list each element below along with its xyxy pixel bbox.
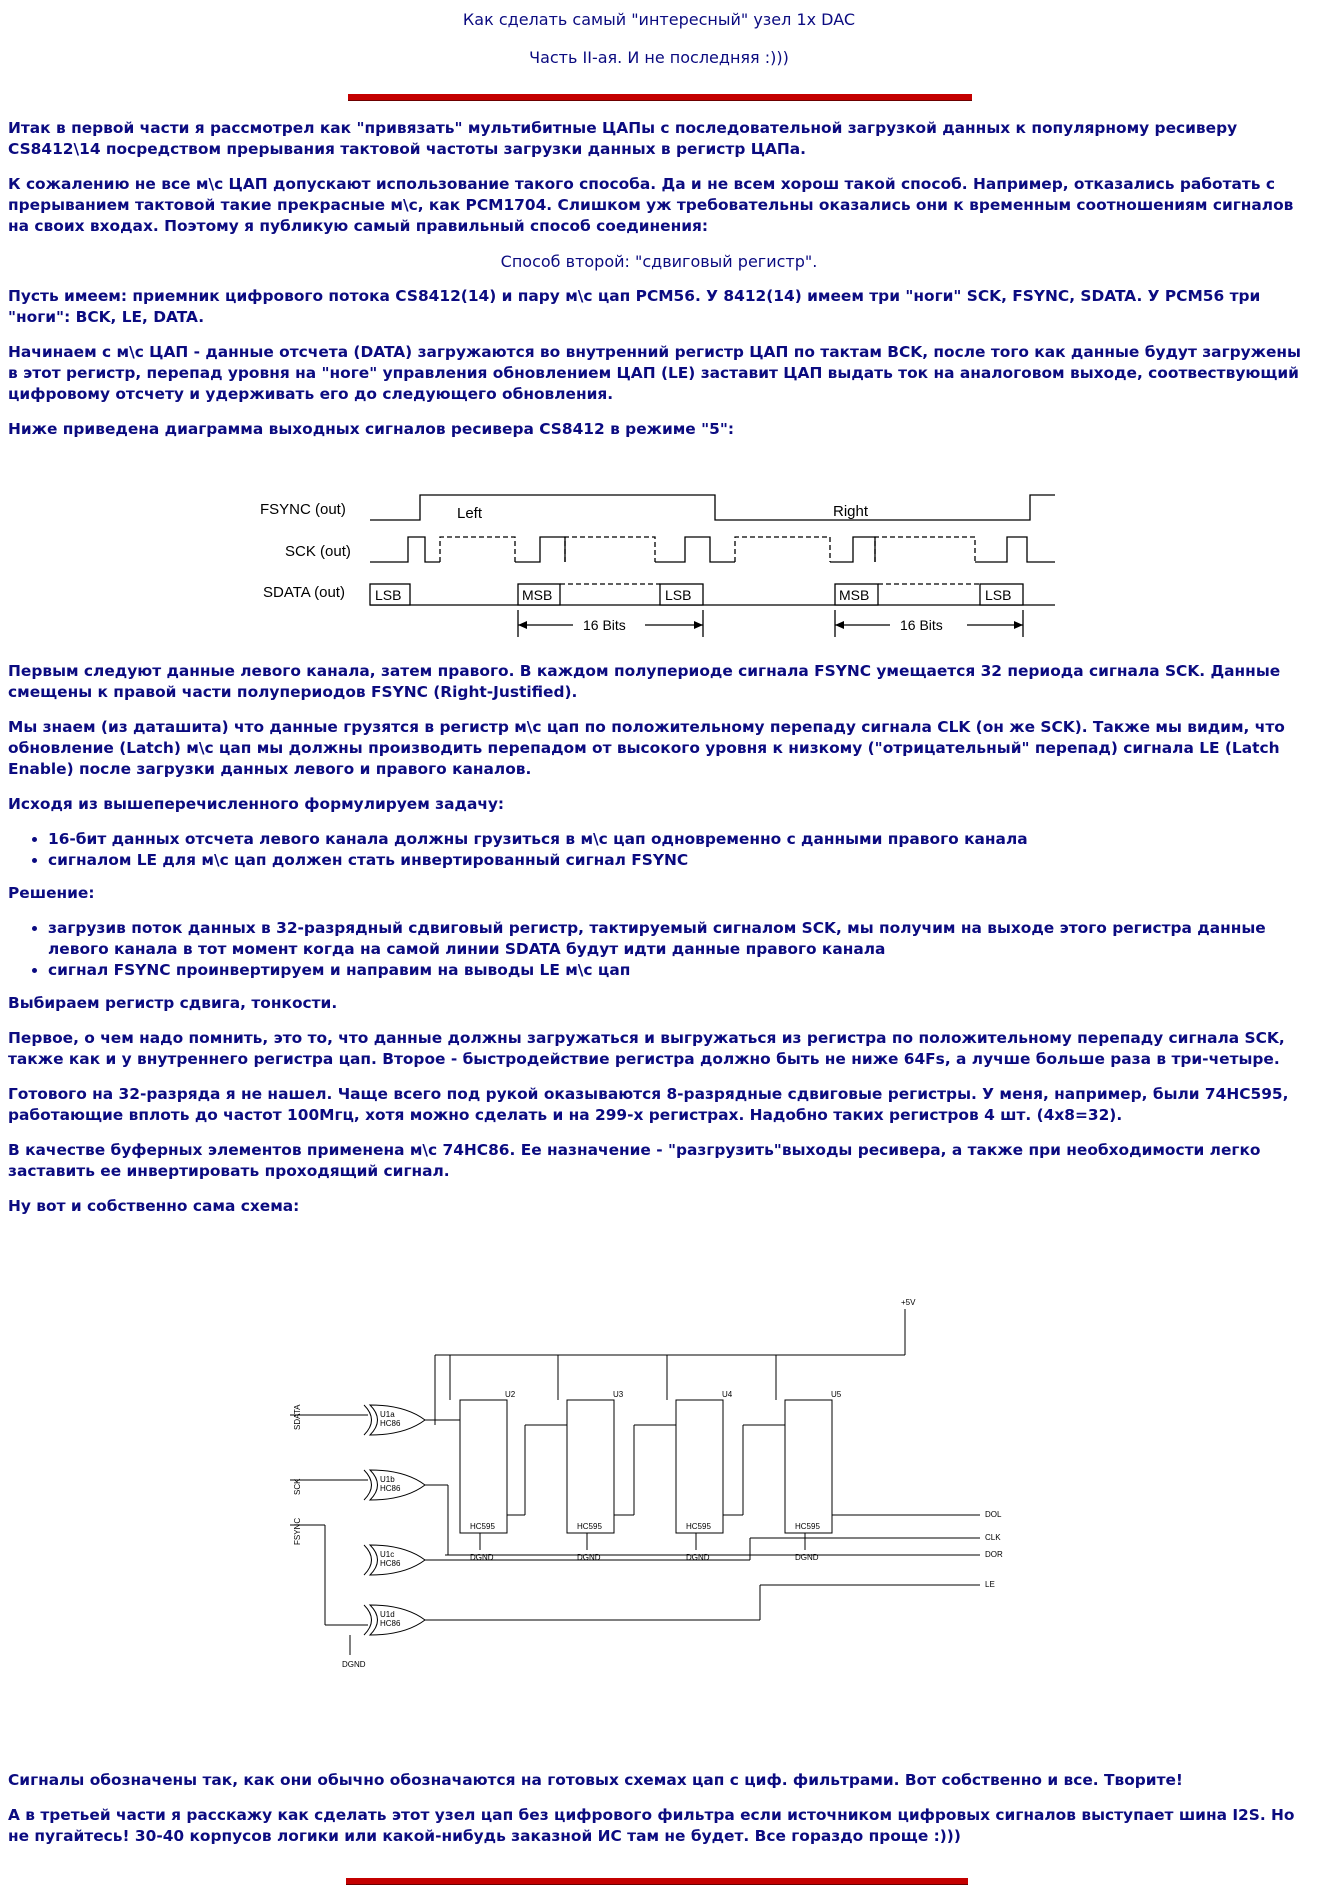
vcc-label: +5V bbox=[901, 1298, 916, 1307]
page-title: Как сделать самый "интересный" узел 1x DAC bbox=[462, 10, 856, 29]
input-label: FSYNC bbox=[293, 1517, 302, 1545]
gate-label: U1b bbox=[380, 1475, 395, 1484]
dgnd-label: DGND bbox=[795, 1553, 819, 1562]
paragraph-solution-heading: Решение: bbox=[8, 884, 95, 902]
left-label: Left bbox=[457, 505, 483, 522]
lsb-label: LSB bbox=[375, 587, 402, 603]
right-label: Right bbox=[833, 503, 869, 520]
msb-label: MSB bbox=[839, 587, 870, 603]
output-label: DOL bbox=[985, 1510, 1002, 1519]
paragraph-channels: Первым следуют данные левого канала, затем правого. В каждом полупериоде сигнала FSYNC умещается 32 периода сигнала SCK. Данные смещены к правой части полупериодов FSYNC (Right-Justified). bbox=[8, 662, 1281, 701]
paragraph-signals: Сигналы обозначены так, как они обычно обозначаются на готовых схемах цап с циф. фильтрами. Вот собственно и все. Творите! bbox=[8, 1771, 1183, 1789]
lsb-label: LSB bbox=[985, 587, 1012, 603]
paragraph-diagram-intro: Ниже приведена диаграмма выходных сигналов ресивера CS8412 в режиме "5": bbox=[8, 420, 735, 438]
chip-label: U2 bbox=[505, 1390, 516, 1399]
part-label: HC595 bbox=[470, 1522, 495, 1531]
output-label: DOR bbox=[985, 1550, 1003, 1559]
gate-label: U1d bbox=[380, 1610, 395, 1619]
paragraph-first-second: Первое, о чем надо помнить, это то, что данные должны загружаться и выгружаться из регистра по положительному перепаду сигнала SCK, также как и у внутреннего регистра цап. Второе - быстродействие регистра должно быть не ниже 64Fs, а лучше больше раза в три-четыре. bbox=[8, 1029, 1285, 1068]
article-footer bbox=[8, 1770, 1310, 1861]
dgnd-label: DGND bbox=[686, 1553, 710, 1562]
dgnd-label: DGND bbox=[342, 1660, 366, 1669]
paragraph-task-intro: Исходя из вышеперечисленного формулируем задачу: bbox=[8, 795, 505, 813]
schematic-diagram bbox=[293, 1295, 1003, 1735]
part-label: HC595 bbox=[577, 1522, 602, 1531]
list-item: • 16-бит данных отсчета левого канала должны грузиться в м\с цап одновременно с данными правого канала bbox=[48, 829, 1310, 850]
paragraph-part-three: А в третьей части я расскажу как сделать этот узел цап без цифрового фильтра если источником цифровых сигналов выступает шина I2S. Но не пугайтесь! 30-40 корпусов логики или какой-нибудь заказной ИС там не будет. Все гораздо проще :))) bbox=[8, 1806, 1295, 1845]
article-body bbox=[8, 118, 1310, 1231]
bits-label: 16 Bits bbox=[900, 617, 943, 633]
input-label: SDATA bbox=[293, 1404, 302, 1430]
input-label: SCK bbox=[293, 1478, 302, 1495]
list-item: • сигнал FSYNC проинвертируем и направим на выводы LE м\с цап bbox=[48, 960, 1310, 981]
method-heading: Способ второй: "сдвиговый регистр". bbox=[500, 252, 818, 271]
top-divider bbox=[348, 94, 972, 101]
sdata-label: SDATA (out) bbox=[263, 584, 345, 601]
paragraph-intro: Итак в первой части я рассмотрел как "привязать" мультибитные ЦАПы с последовательной загрузкой данных к популярному ресиверу CS8412\14 посредством прерывания тактовой частоты загрузки данных в регистр ЦАПа. bbox=[8, 119, 1238, 158]
gate-label: U1c bbox=[380, 1550, 395, 1559]
output-label: LE bbox=[985, 1580, 995, 1589]
paragraph-hc86: В качестве буферных элементов применена м\с 74HC86. Ее назначение - "разгрузить"выходы ресивера, а также при необходимости легко заставить ее инвертировать проходящий сигнал. bbox=[8, 1141, 1261, 1180]
timing-diagram bbox=[255, 485, 1075, 650]
list-item: • сигналом LE для м\с цап должен стать инвертированный сигнал FSYNC bbox=[48, 850, 1310, 871]
dgnd-label: DGND bbox=[470, 1553, 494, 1562]
gate-part-label: HC86 bbox=[380, 1484, 401, 1493]
task-list bbox=[8, 829, 1310, 871]
dgnd-label: DGND bbox=[577, 1553, 601, 1562]
msb-label: MSB bbox=[522, 587, 553, 603]
sck-label: SCK (out) bbox=[285, 543, 351, 560]
paragraph-dac: Начинаем с м\с ЦАП - данные отсчета (DATA) загружаются во внутренний регистр ЦАП по тактам BCK, после того как данные будут загружены в этот регистр, перепад уровня на "ноге" управления обновлением ЦАП (LE) заставит ЦАП выдать ток на аналоговом выходе, соотвествующий цифровому отсчету и удерживать его до следующего обновления. bbox=[8, 343, 1301, 403]
bits-label: 16 Bits bbox=[583, 617, 626, 633]
paragraph-schematic-intro: Ну вот и собственно сама схема: bbox=[8, 1197, 300, 1215]
gate-part-label: HC86 bbox=[380, 1559, 401, 1568]
paragraph-hc595: Готового на 32-разряда я не нашел. Чаще всего под рукой оказываются 8-разрядные сдвиговые регистры. У меня, например, были 74HC595, работающие вплоть до частот 100Мгц, хотя можно сделать и на 299-х регистрах. Надобно таких регистров 4 шт. (4x8=32). bbox=[8, 1085, 1289, 1124]
bottom-divider bbox=[346, 1878, 968, 1885]
paragraph-register-heading: Выбираем регистр сдвига, тонкости. bbox=[8, 994, 338, 1012]
part-label: HC595 bbox=[686, 1522, 711, 1531]
paragraph-given: Пусть имеем: приемник цифрового потока CS8412(14) и пару м\с цап PCM56. У 8412(14) имеем три "ноги" SCK, FSYNC, SDATA. У PCM56 три "ноги": BCK, LE, DATA. bbox=[8, 287, 1261, 326]
fsync-label: FSYNC (out) bbox=[260, 501, 346, 518]
chip-label: U4 bbox=[722, 1390, 733, 1399]
output-label: CLK bbox=[985, 1533, 1001, 1542]
gate-part-label: HC86 bbox=[380, 1619, 401, 1628]
lsb-label: LSB bbox=[665, 587, 692, 603]
gate-part-label: HC86 bbox=[380, 1419, 401, 1428]
part-label: HC595 bbox=[795, 1522, 820, 1531]
chip-label: U5 bbox=[831, 1390, 842, 1399]
page-subtitle: Часть II-ая. И не последняя :))) bbox=[529, 48, 789, 67]
paragraph-problem: К сожалению не все м\с ЦАП допускают использование такого способа. Да и не всем хорош такой способ. Например, отказались работать с прерыванием тактовой такие прекрасные м\с, как PCM1704. Слишком уж требовательны оказались они к временным соотношениям сигналов на своих входах. Поэтому я публикую самый правильный способ соединения: bbox=[8, 175, 1294, 235]
chip-label: U3 bbox=[613, 1390, 624, 1399]
gate-label: U1a bbox=[380, 1410, 395, 1419]
list-item: • загрузив поток данных в 32-разрядный сдвиговый регистр, тактируемый сигналом SCK, мы получим на выходе этого регистра данные левого канала в тот момент когда на самой линии SDATA будут идти данные правого канала bbox=[48, 918, 1310, 960]
solution-list bbox=[8, 918, 1310, 981]
paragraph-latch: Мы знаем (из даташита) что данные грузятся в регистр м\с цап по положительному перепаду сигнала CLK (он же SCK). Также мы видим, что обновление (Latch) м\с цап мы должны производить перепадом от высокого уровня к низкому ("отрицательный" перепад) сигнала LE (Latch Enable) после загрузки данных левого и правого каналов. bbox=[8, 718, 1285, 778]
